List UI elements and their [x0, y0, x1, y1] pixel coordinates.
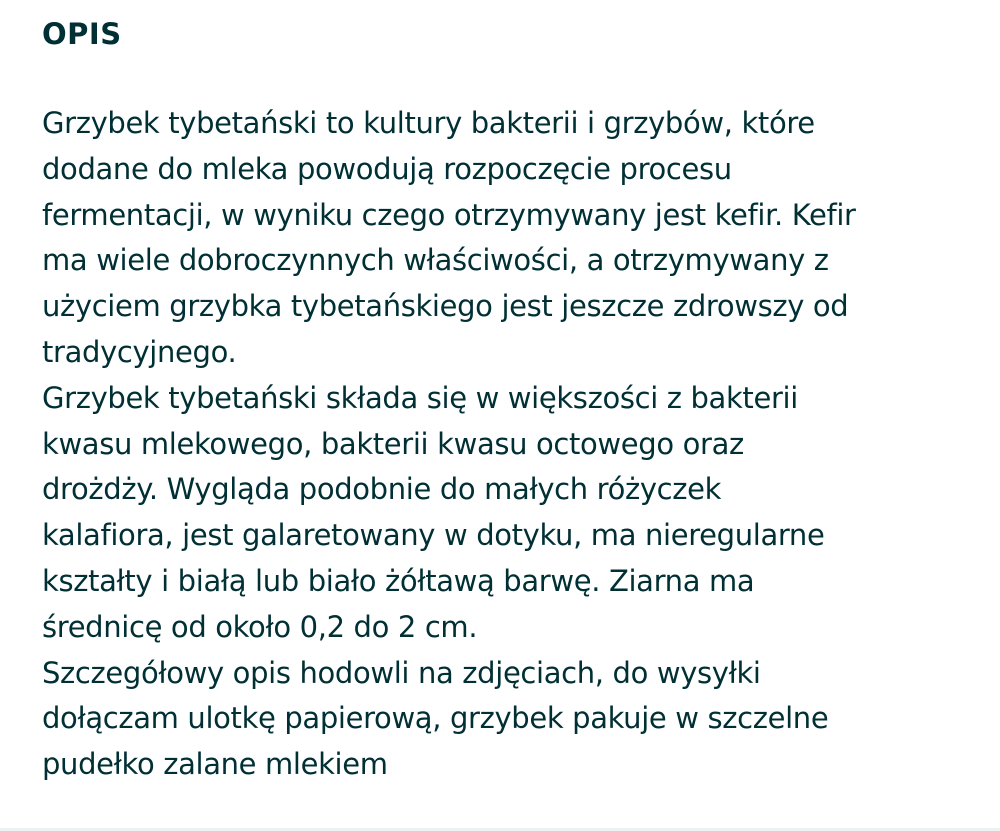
description-line: Szczegółowy opis hodowli na zdjęciach, do wysyłki	[42, 655, 761, 690]
description-line: kształty i białą lub biało żółtawą barwę. Ziarna ma	[42, 563, 755, 598]
description-line: kalafiora, jest galaretowany w dotyku, ma nieregularne	[42, 518, 825, 553]
description-line: użyciem grzybka tybetańskiego jest jeszcze zdrowszy od	[42, 289, 849, 324]
description-line: Grzybek tybetański to kultury bakterii i grzybów, które	[42, 106, 815, 140]
description-line: fermentacji, w wyniku czego otrzymywany jest kefir. Kefir	[42, 197, 856, 232]
description-line: drożdży. Wygląda podobnie do małych różyczek	[42, 472, 722, 507]
description-line: dołączam ulotkę papierową, grzybek pakuje w szczelne	[42, 701, 829, 736]
description-line: ma wiele dobroczynnych właściwości, a otrzymywany z	[42, 243, 829, 278]
description-line: kwasu mlekowego, bakterii kwasu octowego oraz	[42, 426, 744, 461]
section-title: OPIS	[42, 17, 122, 51]
description-text	[42, 101, 962, 788]
description-line: Grzybek tybetański składa się w większości z bakterii	[42, 380, 798, 415]
description-line: tradycyjnego.	[42, 334, 237, 369]
description-line: średnicę od około 0,2 do 2 cm.	[42, 609, 478, 644]
description-line: dodane do mleka powodują rozpoczęcie procesu	[42, 151, 732, 186]
description-line: pudełko zalane mlekiem	[42, 747, 388, 782]
